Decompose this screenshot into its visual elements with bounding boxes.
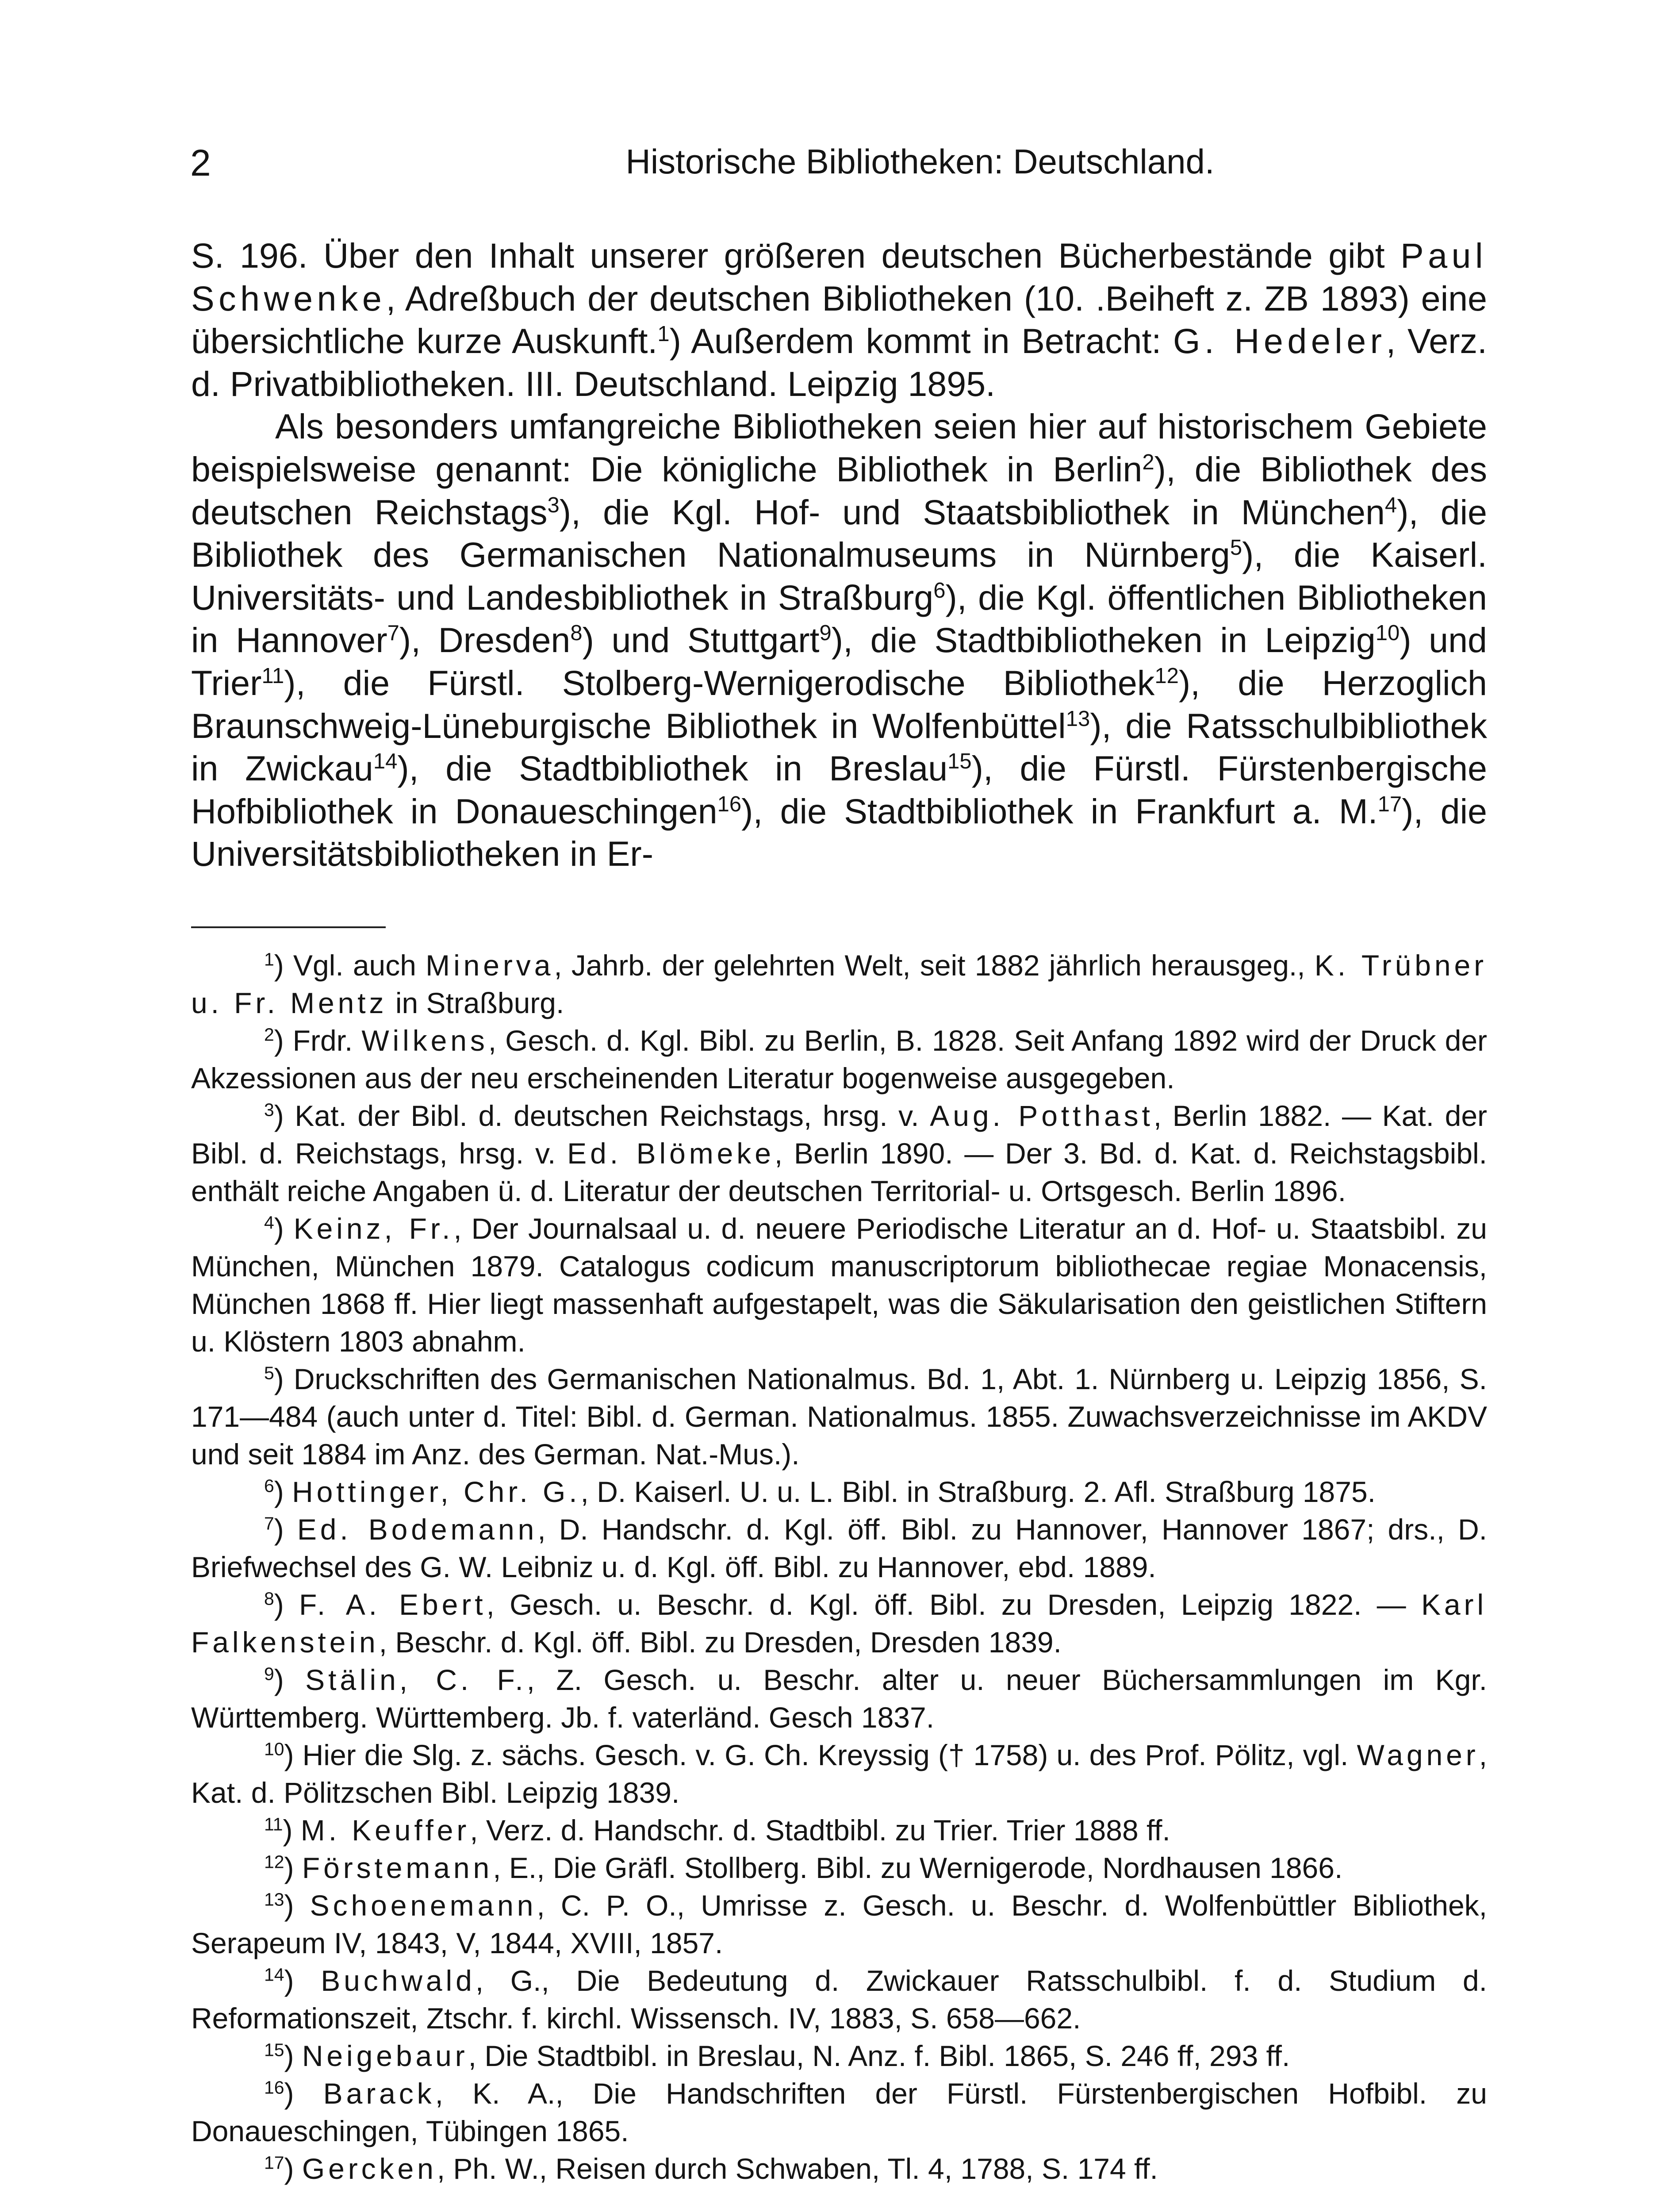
footnote-number: 10 bbox=[264, 1739, 284, 1759]
main-text bbox=[191, 234, 1487, 876]
footnote-ref[interactable]: 8 bbox=[570, 621, 583, 645]
footnote-number: 1 bbox=[264, 949, 274, 970]
note-text: ) Kat. der Bibl. d. deutschen Reichstags, hrsg. v. bbox=[274, 1099, 930, 1132]
text-run: ), Dresden bbox=[399, 620, 571, 660]
footnote-ref[interactable]: 3 bbox=[547, 493, 560, 517]
footnote-ref[interactable]: 5 bbox=[1230, 536, 1242, 560]
footnote-number: 16 bbox=[264, 2077, 284, 2098]
footnotes bbox=[191, 947, 1487, 2188]
footnote-number: 5 bbox=[264, 1363, 274, 1383]
footnote-17 bbox=[191, 2150, 1487, 2188]
author-name: Schoenemann bbox=[310, 1889, 537, 1922]
footnote-number: 9 bbox=[264, 1663, 274, 1684]
footnote-4 bbox=[191, 1210, 1487, 1360]
footnote-number: 14 bbox=[264, 1964, 284, 1985]
footnote-ref[interactable]: 6 bbox=[933, 578, 946, 603]
footnote-ref[interactable]: 1 bbox=[657, 322, 670, 346]
footnote-ref[interactable]: 11 bbox=[261, 664, 284, 688]
author-name: Karl Falkenstein bbox=[191, 1588, 1487, 1659]
note-text: , C. P. O., Umrisse z. Gesch. u. Beschr. d. Wolfenbüttler Bibliothek, Serapeum IV, 1843, V, 1844, XVIII, 1857. bbox=[191, 1889, 1487, 1959]
note-text: , Z. Gesch. u. Beschr. alter u. neuer Büchersammlungen im Kgr. Württemberg. Württemberg. Jb. f. vaterländ. Gesch 1837. bbox=[191, 1663, 1487, 1734]
text-run: ) Außerdem kommt in Betracht: bbox=[669, 321, 1173, 361]
footnote-12 bbox=[191, 1849, 1487, 1887]
text-run: ), die Bibliothek des deutschen Reichstags bbox=[191, 449, 1488, 532]
footnote-8 bbox=[191, 1586, 1487, 1661]
note-text: ) Vgl. auch bbox=[274, 949, 426, 982]
text-run: S. 196. Über den Inhalt unserer größeren deutschen Bücherbestände gibt bbox=[191, 236, 1400, 275]
note-text: , K. A., Die Handschriften der Fürstl. Fürstenbergischen Hofbibl. zu Donaueschingen, Tübingen 1865. bbox=[191, 2077, 1487, 2147]
note-text: in Straßburg. bbox=[387, 987, 564, 1019]
text-run: , Verz. d. Privatbibliotheken. III. Deutschland. Leipzig 1895. bbox=[191, 321, 1487, 403]
note-text: , D. Kaiserl. U. u. L. Bibl. in Straßburg. 2. Afl. Straßburg 1875. bbox=[580, 1475, 1376, 1508]
text-run: ), die Ratsschulbibliothek in Zwickau bbox=[191, 706, 1487, 788]
author-name: Hottinger, Chr. G. bbox=[292, 1475, 581, 1508]
footnote-15 bbox=[191, 2037, 1487, 2075]
footnote-ref[interactable]: 14 bbox=[373, 749, 398, 774]
footnote-16 bbox=[191, 2075, 1487, 2150]
note-text: ) bbox=[284, 2077, 323, 2110]
footnote-ref[interactable]: 12 bbox=[1154, 664, 1179, 688]
author-name: Wilkens bbox=[361, 1024, 488, 1057]
author-name: Minerva bbox=[426, 949, 554, 982]
footnote-number: 2 bbox=[264, 1024, 274, 1045]
note-text: , Berlin 1890. — Der 3. Bd. d. Kat. d. Reichstagsbibl. enthält reiche Angaben ü. d. Literatur der deutschen Territorial- u. Ortsgesch. Berlin 1896. bbox=[191, 1137, 1487, 1207]
author-name: Förstemann bbox=[302, 1851, 493, 1884]
author-name: Gercken bbox=[302, 2152, 437, 2185]
note-text: , E., Die Gräfl. Stollberg. Bibl. zu Wernigerode, Nordhausen 1866. bbox=[493, 1851, 1343, 1884]
footnote-number: 17 bbox=[264, 2152, 284, 2173]
paragraph-1 bbox=[191, 234, 1487, 405]
note-text: , Ph. W., Reisen durch Schwaben, Tl. 4, 1788, S. 174 ff. bbox=[437, 2152, 1158, 2185]
note-text: , Verz. d. Handschr. d. Stadtbibl. zu Trier. Trier 1888 ff. bbox=[470, 1814, 1170, 1847]
note-text: ) Frdr. bbox=[274, 1024, 362, 1057]
text-run: , Adreßbuch der deutschen Bibliotheken (10. .Beiheft z. ZB 1893) eine übersichtliche kurze Auskunft. bbox=[191, 278, 1487, 361]
footnote-5 bbox=[191, 1360, 1487, 1473]
note-text: , Gesch. u. Beschr. d. Kgl. öff. Bibl. zu Dresden, Leipzig 1822. — bbox=[486, 1588, 1421, 1621]
footnote-ref[interactable]: 9 bbox=[819, 621, 832, 645]
footnote-number: 7 bbox=[264, 1513, 274, 1534]
running-title: Historische Bibliotheken: Deutschland. bbox=[625, 142, 1215, 181]
author-name: Wagner bbox=[1357, 1739, 1479, 1771]
note-text: , G., Die Bedeutung d. Zwickauer Ratsschulbibl. f. d. Studium d. Reformationszeit, Ztschr. f. kirchl. Wissensch. IV, 1883, S. 658—662. bbox=[191, 1964, 1487, 2035]
footnote-number: 8 bbox=[264, 1588, 274, 1609]
text-run: ), die Stadtbibliothek in Breslau bbox=[397, 749, 948, 788]
footnote-number: 4 bbox=[264, 1212, 274, 1233]
text-run: ), die Fürstl. Stolberg-Wernigerodische Bibliothek bbox=[284, 663, 1155, 703]
footnote-number: 12 bbox=[264, 1851, 284, 1872]
footnote-11 bbox=[191, 1812, 1487, 1849]
note-text: , Berlin 1882. — Kat. der Bibl. d. Reichstags, hrsg. v. bbox=[191, 1099, 1488, 1170]
footnote-number: 15 bbox=[264, 2039, 284, 2060]
note-text: , Beschr. d. Kgl. öff. Bibl. zu Dresden, Dresden 1839. bbox=[379, 1626, 1062, 1659]
footnote-divider bbox=[191, 926, 386, 928]
note-text: ) bbox=[274, 1663, 306, 1696]
footnote-number: 11 bbox=[264, 1814, 283, 1835]
note-text: , Jahrb. der gelehrten Welt, seit 1882 jährlich herausgeg., bbox=[554, 949, 1315, 982]
footnote-number: 3 bbox=[264, 1099, 274, 1120]
author-name: Keinz, Fr. bbox=[293, 1212, 454, 1245]
footnote-ref[interactable]: 2 bbox=[1142, 450, 1154, 475]
author-name: Ed. Blömeke bbox=[567, 1137, 775, 1170]
text-run: ), die Kgl. öffentlichen Bibliotheken in Hannover bbox=[191, 577, 1487, 660]
footnote-1 bbox=[191, 947, 1487, 1022]
footnote-14 bbox=[191, 1962, 1487, 2037]
footnote-2 bbox=[191, 1022, 1487, 1097]
footnote-number: 13 bbox=[264, 1889, 284, 1910]
author-name: G. Hedeler bbox=[1173, 321, 1386, 361]
note-text: ) bbox=[284, 2152, 302, 2185]
note-text: ) bbox=[283, 1814, 301, 1847]
footnote-ref[interactable]: 17 bbox=[1377, 792, 1402, 816]
author-name: Barack bbox=[323, 2077, 435, 2110]
paragraph-2 bbox=[191, 405, 1487, 876]
text-run: ), die Fürstl. Fürstenbergische Hofbibliothek in Donaueschingen bbox=[191, 749, 1487, 831]
footnote-10 bbox=[191, 1736, 1487, 1812]
author-name: Aug. Potthast bbox=[930, 1099, 1154, 1132]
footnote-number: 6 bbox=[264, 1475, 274, 1496]
text-run: ), die Kaiserl. Universitäts- und Landesbibliothek in Straßburg bbox=[191, 535, 1487, 617]
note-text: ) Druckschriften des Germanischen Nationalmus. Bd. 1, Abt. 1. Nürnberg u. Leipzig 1856, S. 171—484 (auch unter d. Titel: Bibl. d. German. Nationalmus. 1855. Zuwachsverzeichnisse im AKDV und seit 1884 im Anz. des German. Nat.-Mus.). bbox=[191, 1363, 1487, 1471]
author-name: K. Trübner u. Fr. Mentz bbox=[191, 949, 1487, 1019]
note-text: ) bbox=[274, 1588, 299, 1621]
footnote-7 bbox=[191, 1511, 1487, 1586]
note-text: ) bbox=[274, 1513, 297, 1546]
footnote-13 bbox=[191, 1887, 1487, 1962]
note-text: ) bbox=[284, 1964, 321, 1997]
note-text: ) bbox=[284, 1889, 310, 1922]
author-name: M. Keuffer bbox=[300, 1814, 470, 1847]
footnote-9 bbox=[191, 1661, 1487, 1736]
text-run: Als besonders umfangreiche Bibliotheken seien hier auf historischem Gebiete beispielsweise genannt: Die königliche Bibliothek in Berlin bbox=[191, 407, 1487, 489]
text-run: ), die Stadtbibliothek in Frankfurt a. M. bbox=[741, 791, 1378, 831]
note-text: ) bbox=[274, 1475, 292, 1508]
text-run: ) und Trier bbox=[191, 620, 1487, 703]
author-name: Paul Schwenke bbox=[191, 236, 1487, 318]
footnote-ref[interactable]: 10 bbox=[1375, 621, 1400, 645]
text-run: ), die Bibliothek des Germanischen Nationalmuseums in Nürnberg bbox=[191, 492, 1487, 575]
page-number: 2 bbox=[190, 142, 211, 184]
note-text: , Gesch. d. Kgl. Bibl. zu Berlin, B. 1828. Seit Anfang 1892 wird der Druck der Akzessionen aus der neu erscheinenden Literatur bogenweise ausgegeben. bbox=[191, 1024, 1488, 1094]
author-name: Stälin, C. F. bbox=[305, 1663, 527, 1696]
note-text: , Die Stadtbibl. in Breslau, N. Anz. f. Bibl. 1865, S. 246 ff, 293 ff. bbox=[468, 2039, 1290, 2072]
note-text: , Kat. d. Pölitzschen Bibl. Leipzig 1839. bbox=[191, 1739, 1487, 1809]
text-run: ), die Universitätsbibliotheken in Er- bbox=[191, 791, 1487, 874]
footnote-ref[interactable]: 16 bbox=[717, 792, 742, 816]
footnote-ref[interactable]: 7 bbox=[387, 621, 399, 645]
author-name: Ed. Bodemann bbox=[297, 1513, 538, 1546]
footnote-6 bbox=[191, 1473, 1487, 1511]
note-text: ) bbox=[274, 1212, 294, 1245]
author-name: Neigebaur bbox=[302, 2039, 468, 2072]
footnote-3 bbox=[191, 1097, 1487, 1210]
footnote-ref[interactable]: 15 bbox=[947, 749, 972, 774]
note-text: , Der Journalsaal u. d. neuere Periodische Literatur an d. Hof- u. Staatsbibl. zu München, München 1879. Catalogus codicum manuscriptorum bibliothecae regiae Monacensis, München 1868 ff. Hier liegt massenhaft aufgestapelt, was die Säkularisation den geistlichen Stiftern u. Klöstern 1803 abnahm. bbox=[191, 1212, 1487, 1358]
note-text: ) Hier die Slg. z. sächs. Gesch. v. G. Ch. Kreyssig († 1758) u. des Prof. Pölitz, vgl. bbox=[284, 1739, 1357, 1771]
note-text: , D. Handschr. d. Kgl. öff. Bibl. zu Hannover, Hannover 1867; drs., D. Briefwechsel des G. W. Leibniz u. d. Kgl. öff. Bibl. zu Hannover, ebd. 1889. bbox=[191, 1513, 1487, 1583]
note-text: ) bbox=[284, 2039, 302, 2072]
author-name: Buchwald bbox=[321, 1964, 476, 1997]
footnote-ref[interactable]: 4 bbox=[1384, 493, 1397, 517]
footnote-ref[interactable]: 13 bbox=[1066, 707, 1090, 731]
text-run: ), die Herzoglich Braunschweig-Lüneburgische Bibliothek in Wolfenbüttel bbox=[191, 663, 1487, 745]
text-run: ), die Stadtbibliotheken in Leipzig bbox=[831, 620, 1376, 660]
author-name: F. A. Ebert bbox=[299, 1588, 487, 1621]
text-run: ) und Stuttgart bbox=[582, 620, 820, 660]
note-text: ) bbox=[284, 1851, 302, 1884]
page-header bbox=[190, 142, 1486, 190]
text-run: ), die Kgl. Hof- und Staatsbibliothek in München bbox=[559, 492, 1385, 532]
